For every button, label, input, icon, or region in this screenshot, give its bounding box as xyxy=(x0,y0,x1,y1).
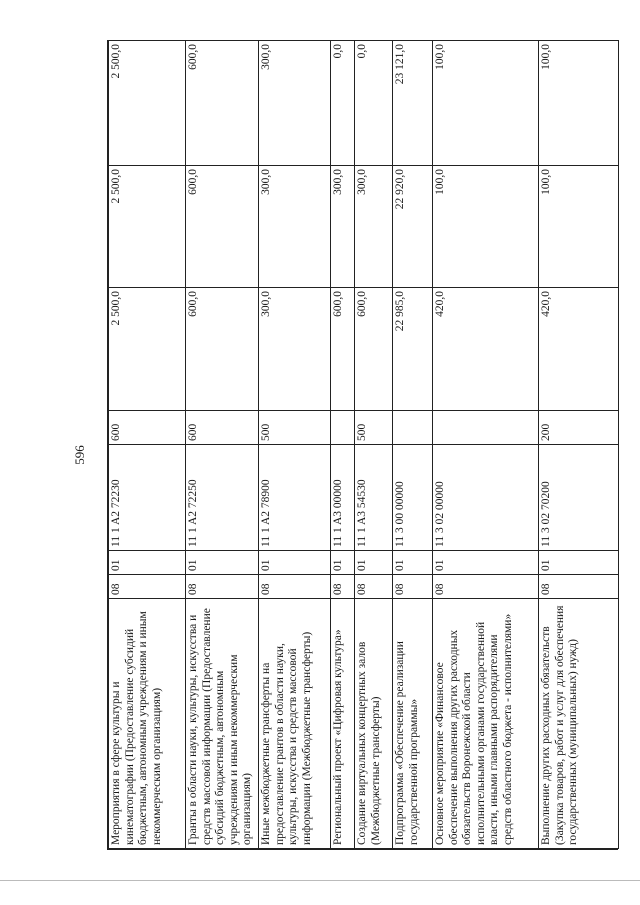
row-name: Основное мероприятие «Финансовое обеспечение выполнения других расходных обязательств Воронежской области исполнительными органами государственной власти, иными главными распорядителями средств областного бюджета - исполнителями» xyxy=(433,599,539,849)
row-amount-year1: 420,0 xyxy=(539,288,619,411)
row-amount-year2: 600,0 xyxy=(186,166,259,288)
row-section: 08 xyxy=(259,575,331,599)
row-amount-year2: 300,0 xyxy=(355,166,393,288)
row-target-article: 11 1 A2 72250 xyxy=(186,445,259,551)
row-amount-year1: 600,0 xyxy=(331,288,355,411)
row-name: Иные межбюджетные трансферты на предоставление грантов в области науки, культуры, искусства и средств массовой информации (Межбюджетные трансферты) xyxy=(259,599,331,849)
row-amount-year3: 2 500,0 xyxy=(109,41,186,166)
row-target-article: 11 1 A2 72230 xyxy=(109,445,186,551)
row-amount-year3: 0,0 xyxy=(331,41,355,166)
budget-table-frame xyxy=(107,40,618,850)
row-amount-year3: 600,0 xyxy=(186,41,259,166)
row-target-article: 11 3 02 00000 xyxy=(433,445,539,551)
row-subsection: 01 xyxy=(259,551,331,575)
row-subsection: 01 xyxy=(433,551,539,575)
row-section: 08 xyxy=(109,575,186,599)
row-subsection: 01 xyxy=(331,551,355,575)
row-amount-year1: 22 985,0 xyxy=(393,288,433,411)
row-amount-year3: 100,0 xyxy=(539,41,619,166)
row-target-article: 11 1 A2 78900 xyxy=(259,445,331,551)
row-target-article: 11 1 A3 54530 xyxy=(355,445,393,551)
row-name: Гранты в области науки, культуры, искусства и средств массовой информации (Предоставление субсидий бюджетным, автономным учреждениям и иным некоммерческим организациям) xyxy=(186,599,259,849)
row-amount-year3: 0,0 xyxy=(355,41,393,166)
budget-table xyxy=(108,40,619,849)
row-section: 08 xyxy=(186,575,259,599)
table-row xyxy=(539,41,619,849)
row-amount-year1: 600,0 xyxy=(355,288,393,411)
row-subsection: 01 xyxy=(109,551,186,575)
row-expense-type xyxy=(433,411,539,445)
row-name: Мероприятия в сфере культуры и кинематографии (Предоставление субсидий бюджетным, автономным учреждениям и иным некоммерческим организациям) xyxy=(109,599,186,849)
row-name: Региональный проект «Цифровая культура» xyxy=(331,599,355,849)
scan-edge-line xyxy=(0,880,640,881)
row-expense-type: 500 xyxy=(355,411,393,445)
row-amount-year1: 300,0 xyxy=(259,288,331,411)
row-amount-year2: 100,0 xyxy=(539,166,619,288)
row-section: 08 xyxy=(331,575,355,599)
row-expense-type: 500 xyxy=(259,411,331,445)
row-section: 08 xyxy=(393,575,433,599)
table-row xyxy=(433,41,539,849)
row-expense-type xyxy=(393,411,433,445)
row-amount-year2: 100,0 xyxy=(433,166,539,288)
row-section: 08 xyxy=(355,575,393,599)
row-amount-year3: 23 121,0 xyxy=(393,41,433,166)
row-amount-year1: 2 500,0 xyxy=(109,288,186,411)
row-subsection: 01 xyxy=(186,551,259,575)
row-amount-year1: 600,0 xyxy=(186,288,259,411)
table-row xyxy=(186,41,259,849)
row-subsection: 01 xyxy=(355,551,393,575)
row-target-article: 11 1 A3 00000 xyxy=(331,445,355,551)
row-section: 08 xyxy=(433,575,539,599)
table-row xyxy=(355,41,393,849)
row-section: 08 xyxy=(539,575,619,599)
row-name: Создание виртуальных концертных залов (Межбюджетные трансферты) xyxy=(355,599,393,849)
row-expense-type xyxy=(331,411,355,445)
row-name: Подпрограмма «Обеспечение реализации государственной программы» xyxy=(393,599,433,849)
row-amount-year1: 420,0 xyxy=(433,288,539,411)
table-row xyxy=(393,41,433,849)
row-expense-type: 600 xyxy=(186,411,259,445)
row-expense-type: 200 xyxy=(539,411,619,445)
row-amount-year2: 300,0 xyxy=(331,166,355,288)
row-amount-year3: 100,0 xyxy=(433,41,539,166)
row-amount-year3: 300,0 xyxy=(259,41,331,166)
table-row xyxy=(259,41,331,849)
table-row xyxy=(331,41,355,849)
row-amount-year2: 22 920,0 xyxy=(393,166,433,288)
page-number: 596 xyxy=(71,445,87,465)
row-subsection: 01 xyxy=(393,551,433,575)
row-target-article: 11 3 00 00000 xyxy=(393,445,433,551)
row-name: Выполнение других расходных обязательств (Закупка товаров, работ и услуг для обеспечения государственных (муниципальных) нужд) xyxy=(539,599,619,849)
row-expense-type: 600 xyxy=(109,411,186,445)
table-row xyxy=(109,41,186,849)
row-amount-year2: 2 500,0 xyxy=(109,166,186,288)
row-subsection: 01 xyxy=(539,551,619,575)
row-target-article: 11 3 02 70200 xyxy=(539,445,619,551)
row-amount-year2: 300,0 xyxy=(259,166,331,288)
